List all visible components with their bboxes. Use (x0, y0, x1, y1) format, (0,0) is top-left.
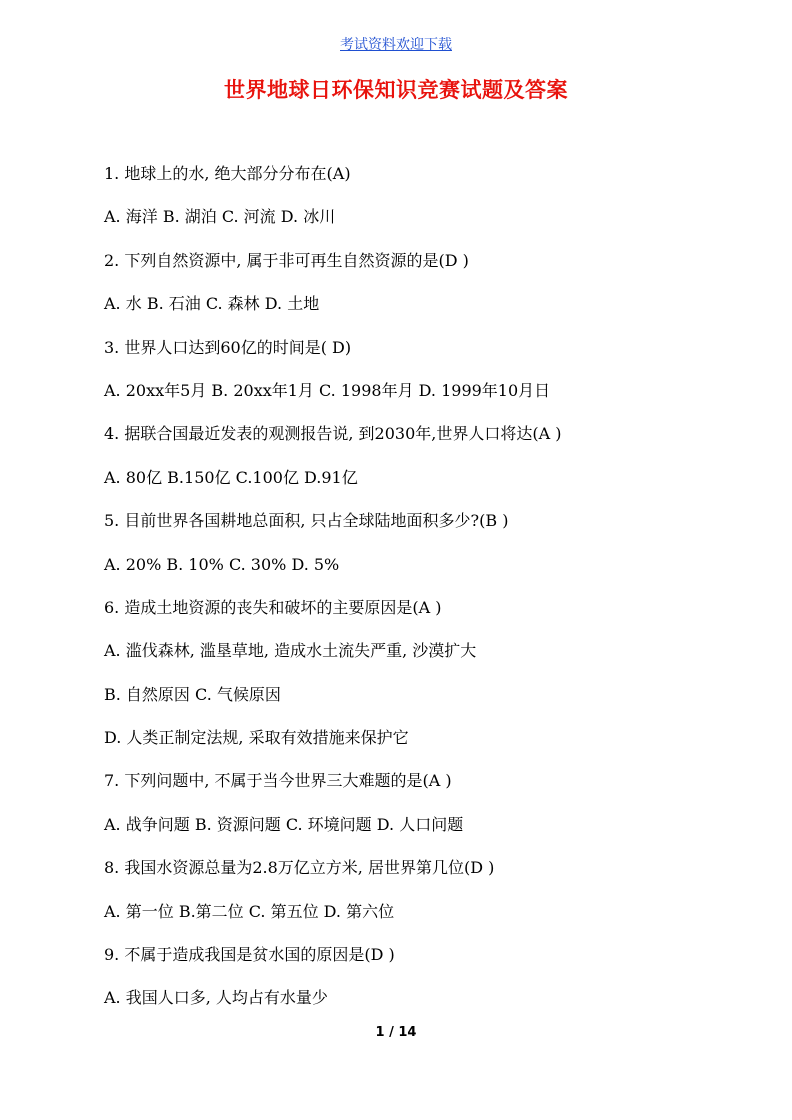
question-list (104, 160, 704, 1028)
header-download-link[interactable]: 考试资料欢迎下载 (340, 37, 452, 53)
answer-options-line: D. 人类正制定法规, 采取有效措施来保护它 (104, 728, 409, 748)
question-line: 5. 目前世界各国耕地总面积, 只占全球陆地面积多少?(B ) (104, 511, 509, 531)
question-line: 8. 我国水资源总量为2.8万亿立方米, 居世界第几位(D ) (104, 858, 495, 878)
page-number: 1 / 14 (375, 1025, 417, 1040)
answer-options-line: A. 水 B. 石油 C. 森林 D. 土地 (104, 294, 320, 314)
page-title: 世界地球日环保知识竞赛试题及答案 (224, 78, 568, 102)
question-line: 2. 下列自然资源中, 属于非可再生自然资源的是(D ) (104, 250, 469, 270)
answer-options-line: B. 自然原因 C. 气候原因 (104, 684, 281, 704)
question-line: 9. 不属于造成我国是贫水国的原因是(D ) (104, 945, 395, 965)
question-line: 3. 世界人口达到60亿的时间是( D) (104, 337, 352, 357)
answer-options-line: A. 第一位 B.第二位 C. 第五位 D. 第六位 (104, 901, 395, 921)
answer-options-line: A. 海洋 B. 湖泊 C. 河流 D. 冰川 (104, 207, 336, 227)
answer-options-line: A. 滥伐森林, 滥垦草地, 造成水土流失严重, 沙漠扩大 (104, 641, 477, 661)
question-line: 7. 下列问题中, 不属于当今世界三大难题的是(A ) (104, 771, 452, 791)
answer-options-line: A. 我国人口多, 人均占有水量少 (104, 988, 328, 1008)
answer-options-line: A. 80亿 B.150亿 C.100亿 D.91亿 (104, 467, 358, 487)
answer-options-line: A. 战争问题 B. 资源问题 C. 环境问题 D. 人口问题 (104, 814, 464, 834)
answer-options-line: A. 20% B. 10% C. 30% D. 5% (104, 554, 340, 574)
question-line: 4. 据联合国最近发表的观测报告说, 到2030年,世界人口将达(A ) (104, 424, 562, 444)
question-line: 6. 造成土地资源的丧失和破坏的主要原因是(A ) (104, 597, 442, 617)
question-line: 1. 地球上的水, 绝大部分分布在(A) (104, 164, 351, 183)
answer-options-line: A. 20xx年5月 B. 20xx年1月 C. 1998年月 D. 1999年10月日 (104, 380, 551, 400)
